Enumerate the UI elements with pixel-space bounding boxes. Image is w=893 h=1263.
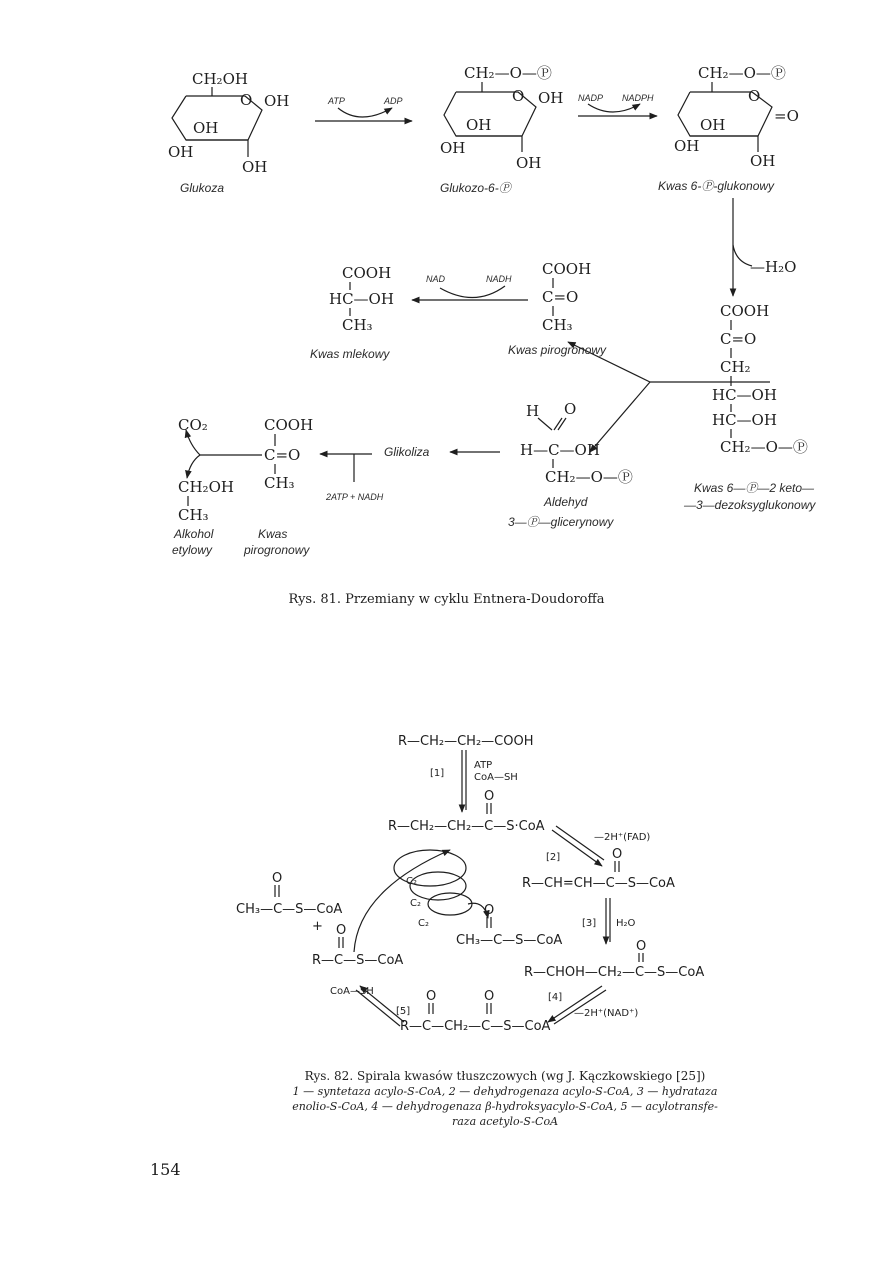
glucose-oh-inner: OH bbox=[193, 119, 219, 137]
gluconate-ch2: CH₂—O—Ⓟ bbox=[698, 64, 786, 82]
acetylcoa-right-main: CH₃—C—S—CoA bbox=[456, 933, 563, 948]
kdpg-hcoh-1: HC—OH bbox=[712, 386, 777, 404]
arrow-pyruvate-bottom bbox=[320, 454, 384, 502]
arrow-nadp-nadph bbox=[578, 93, 657, 116]
figure-81-caption: Rys. 81. Przemiany w cyklu Entnera-Doudoroffa bbox=[288, 592, 605, 607]
step5-arrow bbox=[330, 986, 410, 1026]
glucose-structure bbox=[168, 70, 289, 195]
pyruvate-top-structure bbox=[508, 260, 607, 357]
pyruvate1-name: Kwas pirogronowy bbox=[508, 343, 607, 357]
enoyl-main: R—CH=CH—C—S—CoA bbox=[522, 876, 675, 891]
g6p-oh-right: OH bbox=[538, 89, 564, 107]
glucose-oh-right: OH bbox=[264, 92, 290, 110]
ketoacyl-o1: O bbox=[426, 989, 437, 1004]
nadph-label: NADPH bbox=[622, 93, 654, 103]
step3-arrow bbox=[582, 898, 636, 944]
ethanol-name-1: Alkohol bbox=[174, 527, 214, 541]
glucose-oh-left: OH bbox=[168, 143, 194, 161]
step2-arrow bbox=[546, 826, 650, 866]
pyruvate1-ch3: CH₃ bbox=[542, 316, 573, 334]
ethanol-ch2oh: CH₂OH bbox=[178, 478, 234, 496]
caption82-line3: enolio-S-CoA, 4 — dehydrogenaza β-hydroksyacylo-S-CoA, 5 — acylotransfe- bbox=[292, 1100, 718, 1113]
atp-label: ATP bbox=[328, 96, 345, 106]
step1-number: [1] bbox=[430, 768, 445, 779]
step3-number: [3] bbox=[582, 918, 597, 929]
adp-label: ADP bbox=[384, 96, 403, 106]
figure-82-caption bbox=[185, 1069, 825, 1129]
g6p-oh-inner: OH bbox=[466, 116, 492, 134]
figure-81 bbox=[168, 64, 816, 557]
energy-label: 2ATP + NADH bbox=[326, 492, 384, 502]
arrow-dehydration bbox=[733, 198, 796, 296]
lactate-cooh: COOH bbox=[342, 264, 392, 282]
pyruvate-bottom-structure bbox=[243, 416, 313, 557]
lactate-structure bbox=[310, 264, 394, 361]
kdpg-cooh: COOH bbox=[720, 302, 770, 320]
ethanol-name-2: etylowy bbox=[172, 543, 213, 557]
page-number: 154 bbox=[150, 1160, 181, 1179]
lactate-name: Kwas mlekowy bbox=[310, 347, 390, 361]
step5-coa: CoA—SH bbox=[330, 986, 374, 997]
acetylcoa-left-main: CH₃—C—S—CoA bbox=[236, 902, 343, 917]
caption82-line1: Rys. 82. Spirala kwasów tłuszczowych (wg J. Kączkowskiego [25]) bbox=[304, 1069, 706, 1083]
glucose-ring-o: O bbox=[240, 91, 253, 109]
g6p-ring-o: O bbox=[512, 87, 525, 105]
acylcoa-o: O bbox=[484, 789, 495, 804]
glucose-oh-bottom: OH bbox=[242, 158, 268, 176]
caption82-line2: 1 — syntetaza acylo-S-CoA, 2 — dehydrogenaza acylo-S-CoA, 3 — hydrataza bbox=[292, 1085, 718, 1098]
hydroxy-o: O bbox=[636, 939, 647, 954]
gluconate-name: Kwas 6-Ⓟ-glukonowy bbox=[658, 179, 775, 193]
step4-cofactor: —2H⁺(NAD⁺) bbox=[574, 1008, 639, 1019]
nadp-label: NADP bbox=[578, 93, 604, 103]
kdpg-name-2: —3—dezoksyglukonowy bbox=[684, 498, 816, 512]
acetylcoa-left-o: O bbox=[272, 871, 283, 886]
ethanol-structure bbox=[172, 416, 234, 557]
pyruvate2-name-2: pirogronowy bbox=[244, 543, 310, 557]
pyruvate1-cooh: COOH bbox=[542, 260, 592, 278]
step2-number: [2] bbox=[546, 852, 561, 863]
glycolysis-label: Glikoliza bbox=[384, 445, 430, 459]
pyruvate2-ch3: CH₃ bbox=[264, 474, 295, 492]
spiral-c2-3: C₂ bbox=[418, 918, 429, 929]
step1-atp: ATP bbox=[474, 760, 493, 771]
g6p-ch2: CH₂—O—Ⓟ bbox=[464, 64, 552, 82]
ethanol-ch3: CH₃ bbox=[178, 506, 209, 524]
gluconate-oh-bottom: OH bbox=[750, 152, 776, 170]
g3p-hcoh: H—C—OH bbox=[520, 441, 600, 459]
lactate-ch3: CH₃ bbox=[342, 316, 373, 334]
step1-coa: CoA—SH bbox=[474, 772, 518, 783]
ketoacyl-main: R—C—CH₂—C—S—CoA bbox=[400, 1019, 551, 1034]
nad-label: NAD bbox=[426, 274, 446, 284]
enoyl-o: O bbox=[612, 847, 623, 862]
acylcoa-main: R—CH₂—CH₂—C—S·CoA bbox=[388, 819, 545, 834]
step4-number: [4] bbox=[548, 992, 563, 1003]
caption82-line4: raza acetylo-S-CoA bbox=[451, 1115, 559, 1128]
g3p-h: H bbox=[526, 402, 540, 420]
step1-arrow bbox=[430, 750, 518, 812]
pyruvate2-cooh: COOH bbox=[264, 416, 314, 434]
ketoacyl-o2: O bbox=[484, 989, 495, 1004]
acetylcoa-right-o: O bbox=[484, 903, 495, 918]
gluconate-carbonyl: =O bbox=[774, 107, 799, 125]
step3-cofactor: H₂O bbox=[616, 918, 636, 929]
g6p-oh-bottom: OH bbox=[516, 154, 542, 172]
arrow-atp-adp bbox=[315, 96, 412, 121]
g3p-structure bbox=[508, 400, 633, 529]
gluconate6p-structure bbox=[658, 64, 799, 193]
co2-label: CO₂ bbox=[178, 416, 208, 434]
kdpg-co: C=O bbox=[720, 330, 757, 348]
gluconate-oh-left: OH bbox=[674, 137, 700, 155]
glucose6p-structure bbox=[440, 64, 563, 195]
pyruvate2-name-1: Kwas bbox=[258, 527, 288, 541]
gluconate-oh-inner: OH bbox=[700, 116, 726, 134]
figure-82 bbox=[236, 734, 704, 1034]
spiral-c2-1: C₂ bbox=[406, 876, 417, 887]
shortened-acyl-o: O bbox=[336, 923, 347, 938]
g3p-ch2op: CH₂—O—Ⓟ bbox=[545, 468, 633, 486]
step4-arrow bbox=[548, 986, 638, 1024]
glucose-name: Glukoza bbox=[180, 181, 225, 195]
kdpg-ch2op: CH₂—O—Ⓟ bbox=[720, 438, 808, 456]
nadh-label: NADH bbox=[486, 274, 512, 284]
step5-number: [5] bbox=[396, 1006, 411, 1017]
g6p-oh-left: OH bbox=[440, 139, 466, 157]
plus-sign: + bbox=[312, 919, 323, 934]
lactate-hcoh: HC—OH bbox=[329, 290, 394, 308]
spiral bbox=[394, 850, 488, 929]
pyruvate2-co: C=O bbox=[264, 446, 301, 464]
arrow-to-ethanol bbox=[186, 430, 262, 478]
gluconate-ring-o: O bbox=[748, 87, 761, 105]
kdpg-ch2: CH₂ bbox=[720, 358, 751, 376]
shortened-acyl: R—C—S—CoA bbox=[312, 953, 404, 968]
g3p-name-2: 3—Ⓟ—glicerynowy bbox=[508, 515, 614, 529]
fatty-acid-start: R—CH₂—CH₂—COOH bbox=[398, 734, 534, 749]
hydroxy-main: R—CHOH—CH₂—C—S—CoA bbox=[524, 965, 705, 980]
g3p-name-1: Aldehyd bbox=[544, 495, 588, 509]
kdpg-hcoh-2: HC—OH bbox=[712, 411, 777, 429]
g6p-name: Glukozo-6-Ⓟ bbox=[440, 181, 511, 195]
step2-cofactor: —2H⁺(FAD) bbox=[594, 832, 651, 843]
g3p-o: O bbox=[564, 400, 577, 418]
pyruvate1-co: C=O bbox=[542, 288, 579, 306]
spiral-c2-2: C₂ bbox=[410, 898, 421, 909]
arrow-glycolysis bbox=[384, 445, 500, 459]
glucose-ch2oh: CH₂OH bbox=[192, 70, 248, 88]
arrow-nad-nadh bbox=[412, 274, 528, 300]
kdpg-structure bbox=[683, 302, 816, 512]
kdpg-name-1: Kwas 6—Ⓟ—2 keto— bbox=[694, 481, 815, 495]
water-label: —H₂O bbox=[750, 258, 797, 276]
